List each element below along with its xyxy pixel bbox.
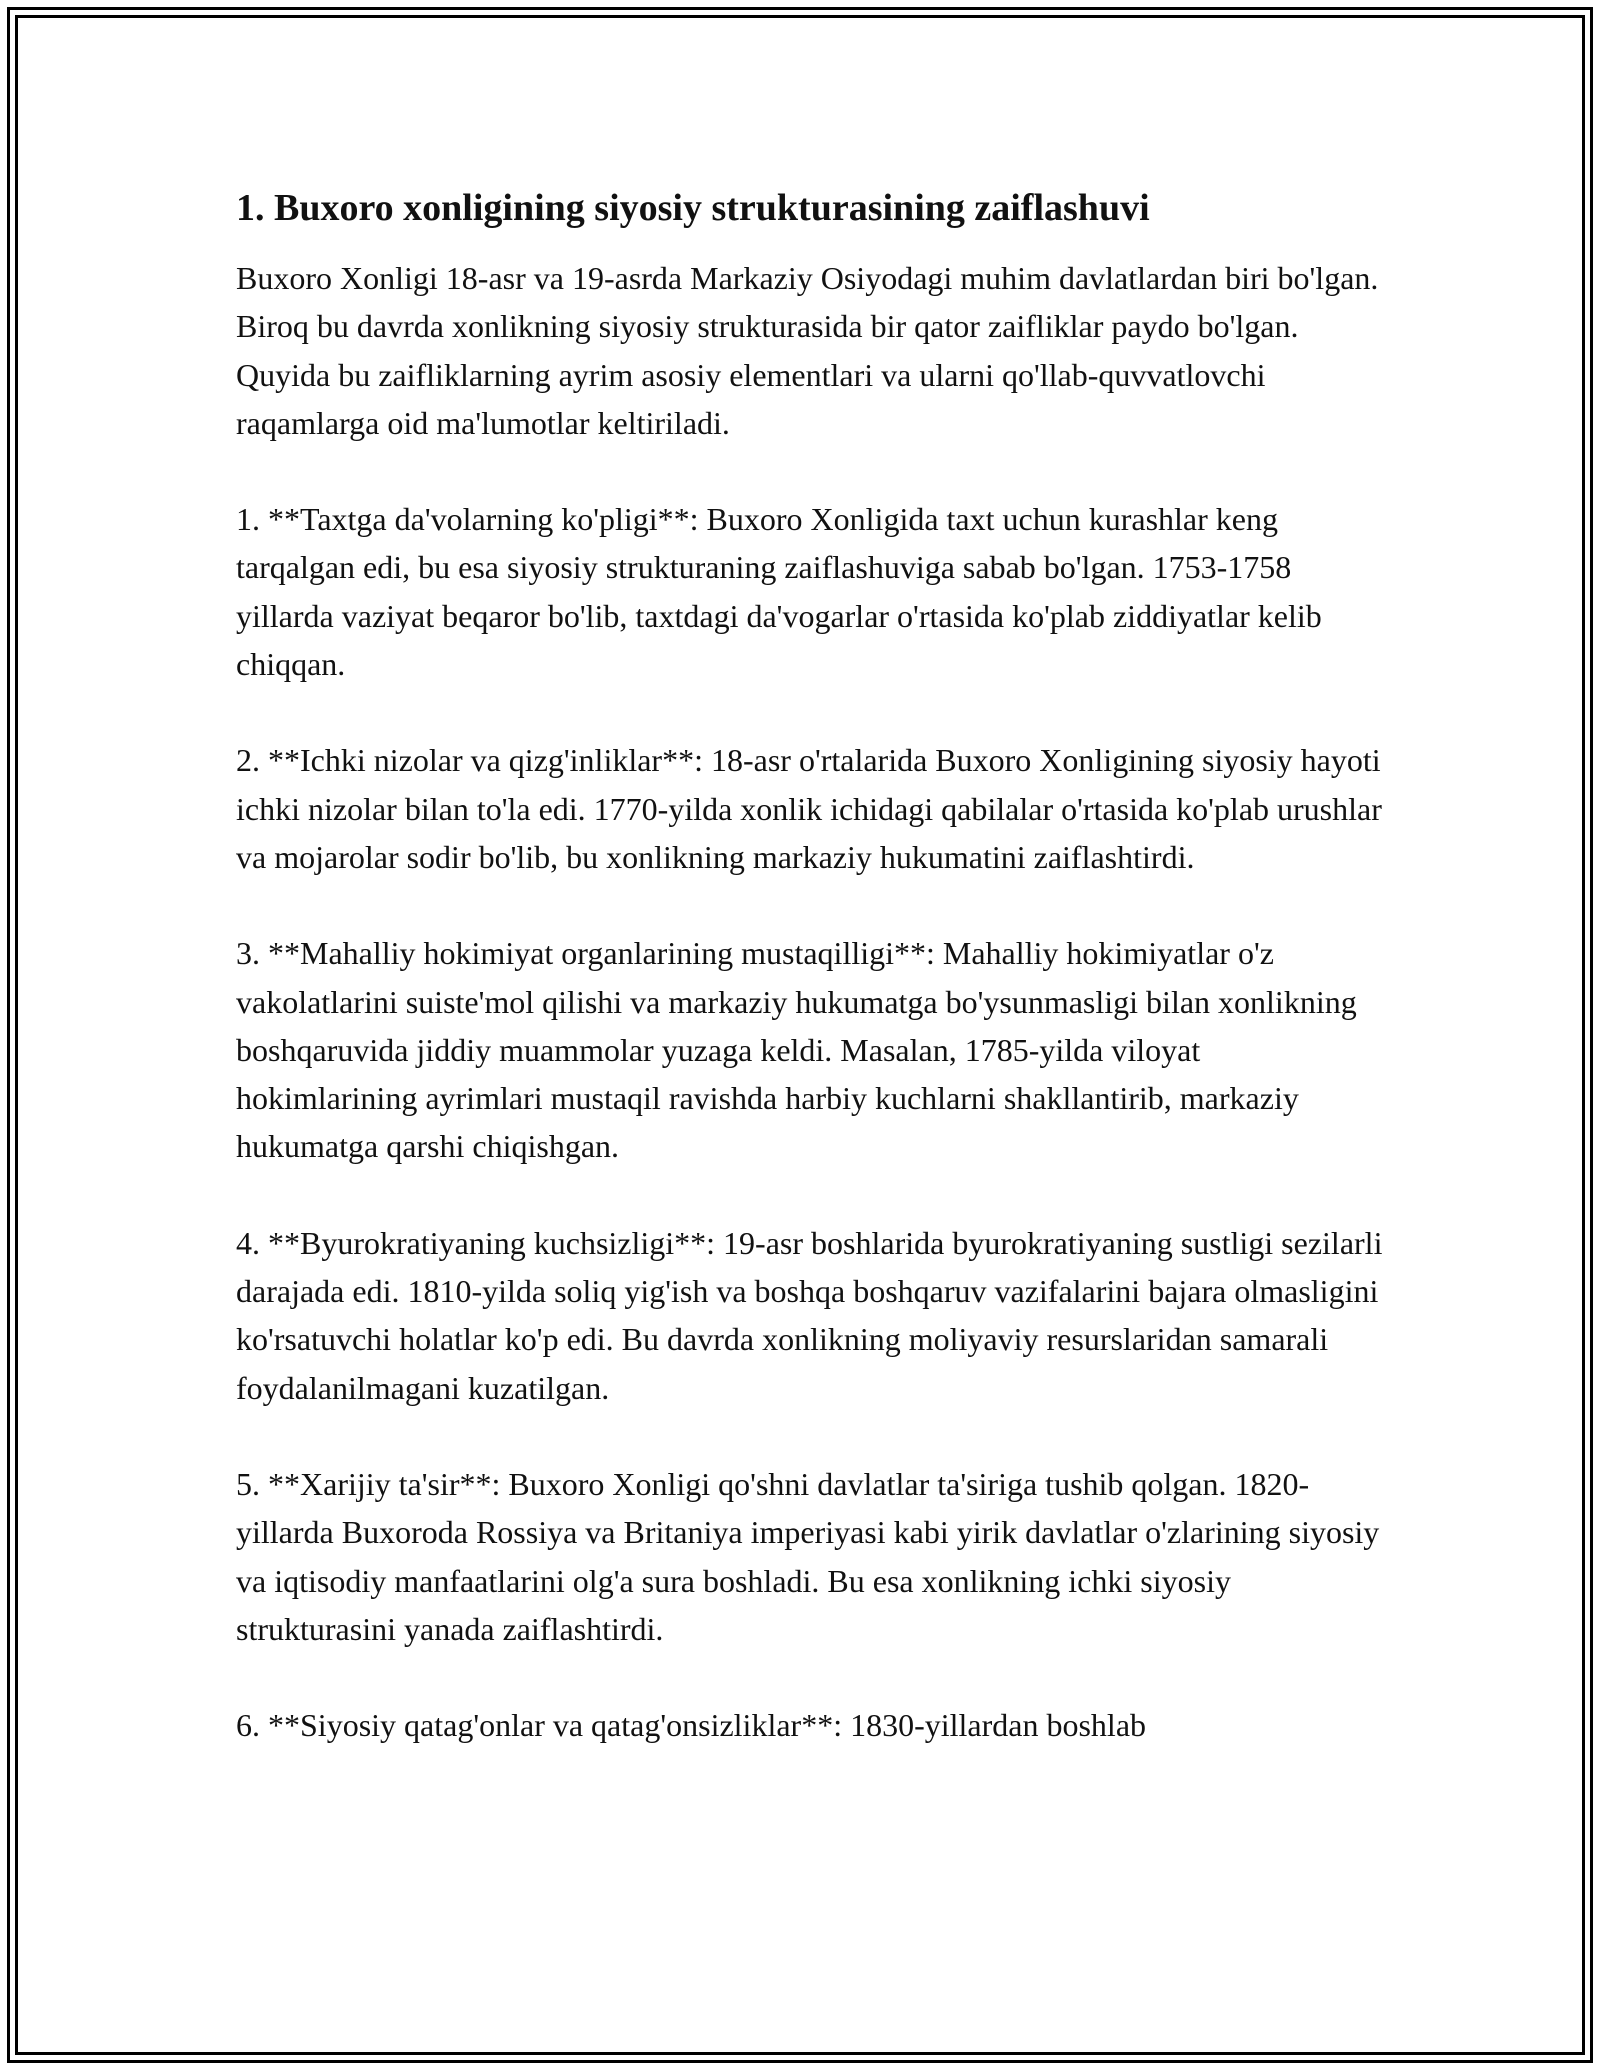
list-item-2: 2. **Ichki nizolar va qizg'inliklar**: 18-asr o'rtalarida Buxoro Xonligining siyosiy hayoti ichki nizolar bilan to'la edi. 1770-yilda xonlik ichidagi qabilalar o'rtasida ko'plab urushlar va mojarolar sodir bo'lib, bu xonlikning markaziy hukumatini zaiflashtirdi.: [236, 742, 1382, 875]
list-item-5: 5. **Xarijiy ta'sir**: Buxoro Xonligi qo'shni davlatlar ta'siriga tushib qolgan. 1820-yillarda Buxoroda Rossiya va Britaniya imperiyasi kabi yirik davlatlar o'zlarining siyosiy va iqtisodiy manfaatlarini olg'a sura boshladi. Bu esa xonlikning ichki siyosiy strukturasini yanada zaiflashtirdi.: [236, 1465, 1380, 1647]
list-item-3: 3. **Mahalliy hokimiyat organlarining mustaqilligi**: Mahalliy hokimiyatlar o'z vakolatlarini suiste'mol qilishi va markaziy hukumatga bo'ysunmasligi bilan xonlikning boshqaruvida jiddiy muammolar yuzaga keldi. Masalan, 1785-yilda viloyat hokimlarining ayrimlari mustaqil ravishda harbiy kuchlarni shakllantirib, markaziy hukumatga qarshi chiqishgan.: [236, 935, 1357, 1165]
document-title: 1. Buxoro xonligining siyosiy strukturasining zaiflashuvi: [236, 187, 1150, 229]
list-item-1: 1. **Taxtga da'volarning ko'pligi**: Buxoro Xonligida taxt uchun kurashlar keng tarqalgan edi, bu esa siyosiy strukturaning zaiflashuviga sabab bo'lgan. 1753-1758 yillarda vaziyat beqaror bo'lib, taxtdagi da'vogarlar o'rtasida ko'plab ziddiyatlar kelib chiqqan.: [236, 501, 1322, 683]
list-item-6: 6. **Siyosiy qatag'onlar va qatag'onsizliklar**: 1830-yillardan boshlab: [236, 1707, 1147, 1744]
list-item-4: 4. **Byurokratiyaning kuchsizligi**: 19-asr boshlarida byurokratiyaning sustligi sezilarli darajada edi. 1810-yilda soliq yig'ish va boshqa boshqaruv vazifalarini bajara olmasligini ko'rsatuvchi holatlar ko'p edi. Bu davrda xonlikning moliyaviy resurslaridan samarali foydalanilmagani kuzatilgan.: [236, 1224, 1383, 1406]
document-body: [236, 186, 1386, 1797]
intro-paragraph: Buxoro Xonligi 18-asr va 19-asrda Markaziy Osiyodagi muhim davlatlardan biri bo'lgan. Biroq bu davrda xonlikning siyosiy strukturasida bir qator zaifliklar paydo bo'lgan. Quyida bu zaifliklarning ayrim asosiy elementlari va ularni qo'llab-quvvatlovchi raqamlarga oid ma'lumotlar keltiriladi.: [236, 260, 1379, 441]
